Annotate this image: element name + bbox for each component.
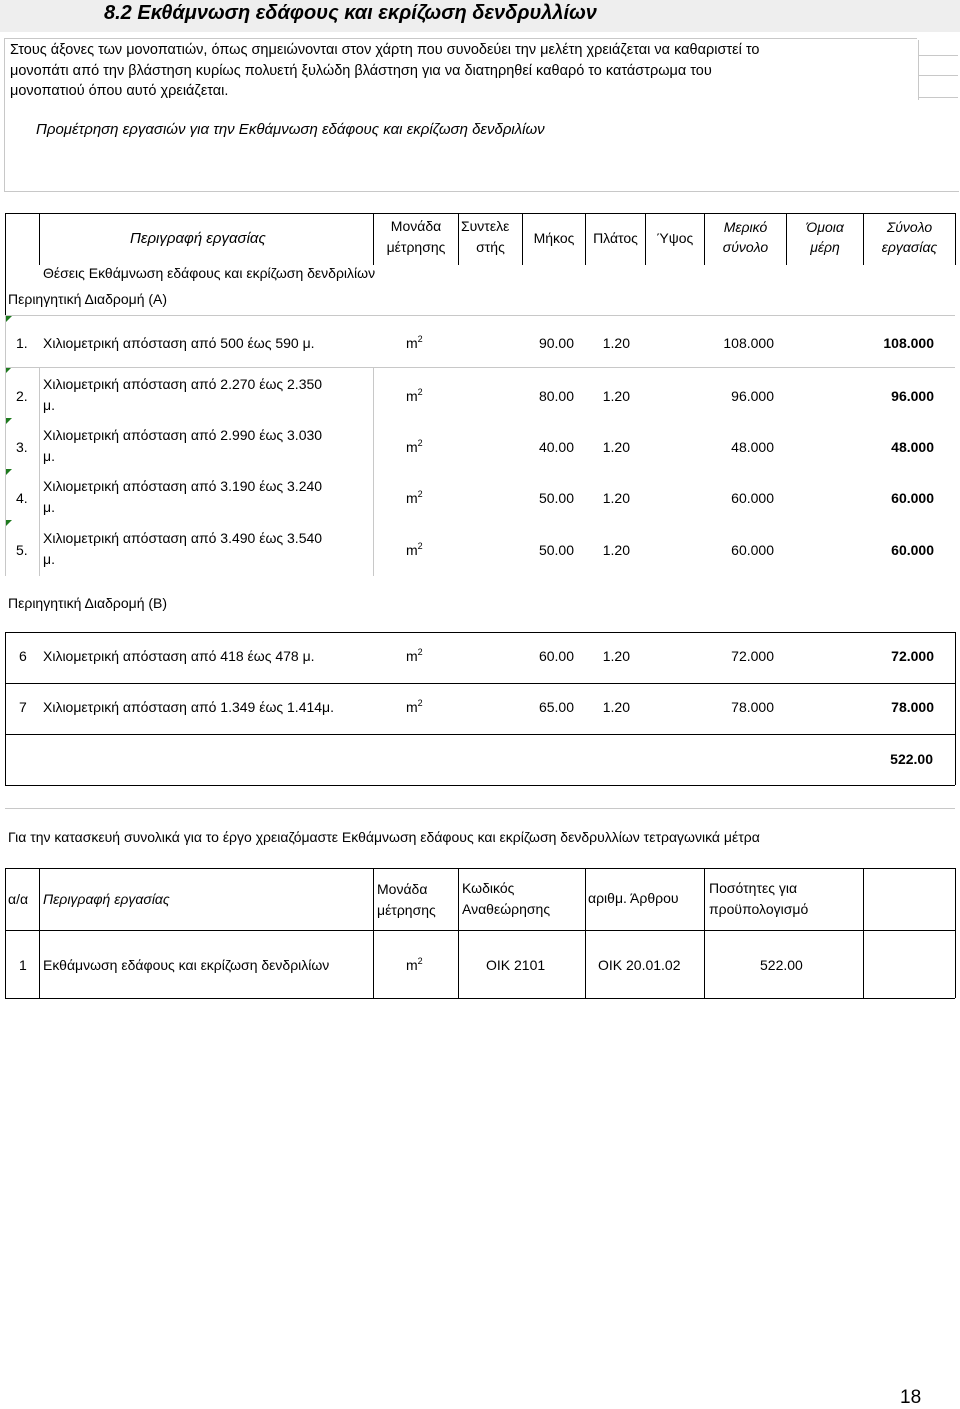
row-number: 2. [16,388,28,404]
cell-marker [5,469,12,476]
row-description: Χιλιομετρική απόσταση από 2.270 έως 2.350 [43,376,323,392]
cell-marker [5,520,12,527]
header-unit-2: μέτρησης [386,239,446,255]
row-number: 6 [19,648,27,664]
row-unit-sup: 2 [417,541,423,551]
row-total: 48.000 [891,439,934,455]
row-description-cont: μ. [43,448,55,464]
row-description: Χιλιομετρική απόσταση από 1.349 έως 1.414μ. [43,699,335,715]
row-unit-base: m [406,542,418,558]
row-unit-sup: 2 [417,647,423,657]
t2-row-unit-base: m [406,957,418,973]
row-unit-sup: 2 [417,698,423,708]
row-total: 72.000 [891,648,934,664]
row-length: 80.00 [538,388,574,404]
intro-line-1: Στους άξονες των μονοπατιών, όπως σημειώνονται στον χάρτη που συνοδεύει την μελέτη χρειάζεται να καθαριστεί το [10,42,760,58]
row-partial: 96.000 [731,388,774,404]
header-partial-1: Μερικό [723,219,768,235]
t2-row-unit-sup: 2 [417,956,423,966]
row-total: 78.000 [891,699,934,715]
row-partial: 78.000 [731,699,774,715]
row-length: 40.00 [538,439,574,455]
positions-label: Θέσεις Εκθάμνωση εδάφους και εκρίζωση δενδριλίων [43,265,376,281]
row-unit [406,647,423,664]
estimate-heading: Προμέτρηση εργασιών για την Εκθάμνωση εδάφους και εκρίζωση δενδριλίων [36,121,545,138]
row-unit-sup: 2 [417,334,423,344]
header-unit-1: Μονάδα [390,218,442,234]
summary-sentence: Για την κατασκευή συνολικά για το έργο χρειαζόμαστε Εκθάμνωση εδάφους και εκρίζωση δενδρυλλίων τετραγωνικά μέτρα [8,829,760,845]
row-partial: 60.000 [731,490,774,506]
route-b-label: Περιηγητική Διαδρομή (Β) [8,595,168,611]
row-number: 1. [16,335,28,351]
row-width: 1.20 [602,648,630,664]
row-unit-base: m [406,648,418,664]
t2-header-code-1: Κωδικός [462,880,515,896]
header-height: Ύψος [656,230,694,246]
row-description: Χιλιομετρική απόσταση από 500 έως 590 μ. [43,335,315,351]
page-number: 18 [900,1387,922,1408]
row-description: Χιλιομετρική απόσταση από 2.990 έως 3.030 [43,427,323,443]
row-description-cont: μ. [43,397,55,413]
header-partial-2: σύνολο [722,239,769,255]
t2-header-description: Περιγραφή εργασίας [43,891,170,907]
row-unit [406,541,423,558]
row-unit-base: m [406,439,418,455]
row-width: 1.20 [602,490,630,506]
t2-row-aa: 1 [19,957,27,973]
intro-paragraph [10,40,910,102]
row-total: 96.000 [891,388,934,404]
page-title: 8.2 Εκθάμνωση εδάφους και εκρίζωση δενδρυλλίων [104,2,597,24]
cell-marker [5,367,12,374]
row-description: Χιλιομετρική απόσταση από 3.190 έως 3.240 [43,478,323,494]
t2-row-article: ΟΙΚ 20.01.02 [598,957,681,973]
t2-row-quantity: 522.00 [760,957,803,973]
grand-total: 522.00 [890,751,933,767]
row-partial: 72.000 [731,648,774,664]
row-number: 4. [16,490,28,506]
row-total: 60.000 [891,542,934,558]
row-width: 1.20 [602,542,630,558]
t2-row-description: Εκθάμνωση εδάφους και εκρίζωση δενδριλίων [43,957,330,973]
t2-header-article: αριθμ. Άρθρου [588,890,679,906]
row-width: 1.20 [602,439,630,455]
header-length: Μήκος [533,230,575,246]
header-total-2: εργασίας [881,239,938,255]
row-description: Χιλιομετρική απόσταση από 3.490 έως 3.540 [43,530,323,546]
row-partial: 48.000 [731,439,774,455]
t2-header-qty-2: προϋπολογισμό [709,901,809,917]
row-unit-sup: 2 [417,387,423,397]
row-partial: 108.000 [723,335,774,351]
row-unit [406,334,423,351]
row-width: 1.20 [602,699,630,715]
cell-marker [5,418,12,425]
header-similar-1: Όμοια [806,219,844,235]
header-description: Περιγραφή εργασίας [130,230,266,247]
header-width: Πλάτος [593,230,638,246]
row-unit-base: m [406,490,418,506]
header-coef-2: στής [476,239,505,255]
row-number: 5. [16,542,28,558]
row-unit [406,438,423,455]
row-unit-base: m [406,699,418,715]
row-partial: 60.000 [731,542,774,558]
t2-header-qty-1: Ποσότητες για [709,880,798,896]
row-description: Χιλιομετρική απόσταση από 418 έως 478 μ. [43,648,315,664]
row-length: 60.00 [538,648,574,664]
row-length: 65.00 [538,699,574,715]
row-unit [406,489,423,506]
row-total: 108.000 [883,335,934,351]
row-unit [406,387,423,404]
intro-line-2: μονοπάτι από την βλάστηση κυρίως πολυετή ξυλώδη βλάστηση για να διατηρηθεί καθαρό το κατάστρωμα του [10,62,712,79]
header-coef-1: Συντελε [461,218,510,234]
route-a-label: Περιηγητική Διαδρομή (Α) [8,291,168,307]
row-unit [406,698,423,715]
intro-line-3: μονοπατιού όπου αυτό χρειάζεται. [10,83,229,99]
t2-header-aa: α/α [8,891,29,907]
t2-row-code: ΟΙΚ 2101 [486,957,546,973]
row-number: 3. [16,439,28,455]
t2-header-unit-1: Μονάδα [377,881,428,897]
row-length: 90.00 [538,335,574,351]
row-number: 7 [19,699,27,715]
row-length: 50.00 [538,542,574,558]
row-total: 60.000 [891,490,934,506]
t2-header-code-2: Αναθεώρησης [462,901,551,917]
row-unit-sup: 2 [417,438,423,448]
row-description-cont: μ. [43,551,55,567]
cell-marker [5,316,12,323]
row-width: 1.20 [602,388,630,404]
row-width: 1.20 [602,335,630,351]
row-description-cont: μ. [43,499,55,515]
row-unit-base: m [406,335,418,351]
row-length: 50.00 [538,490,574,506]
t2-header-unit-2: μέτρησης [377,902,436,918]
row-unit-base: m [406,388,418,404]
header-total-1: Σύνολο [886,219,933,235]
t2-row-unit [406,956,423,973]
row-unit-sup: 2 [417,489,423,499]
header-similar-2: μέρη [810,239,840,255]
